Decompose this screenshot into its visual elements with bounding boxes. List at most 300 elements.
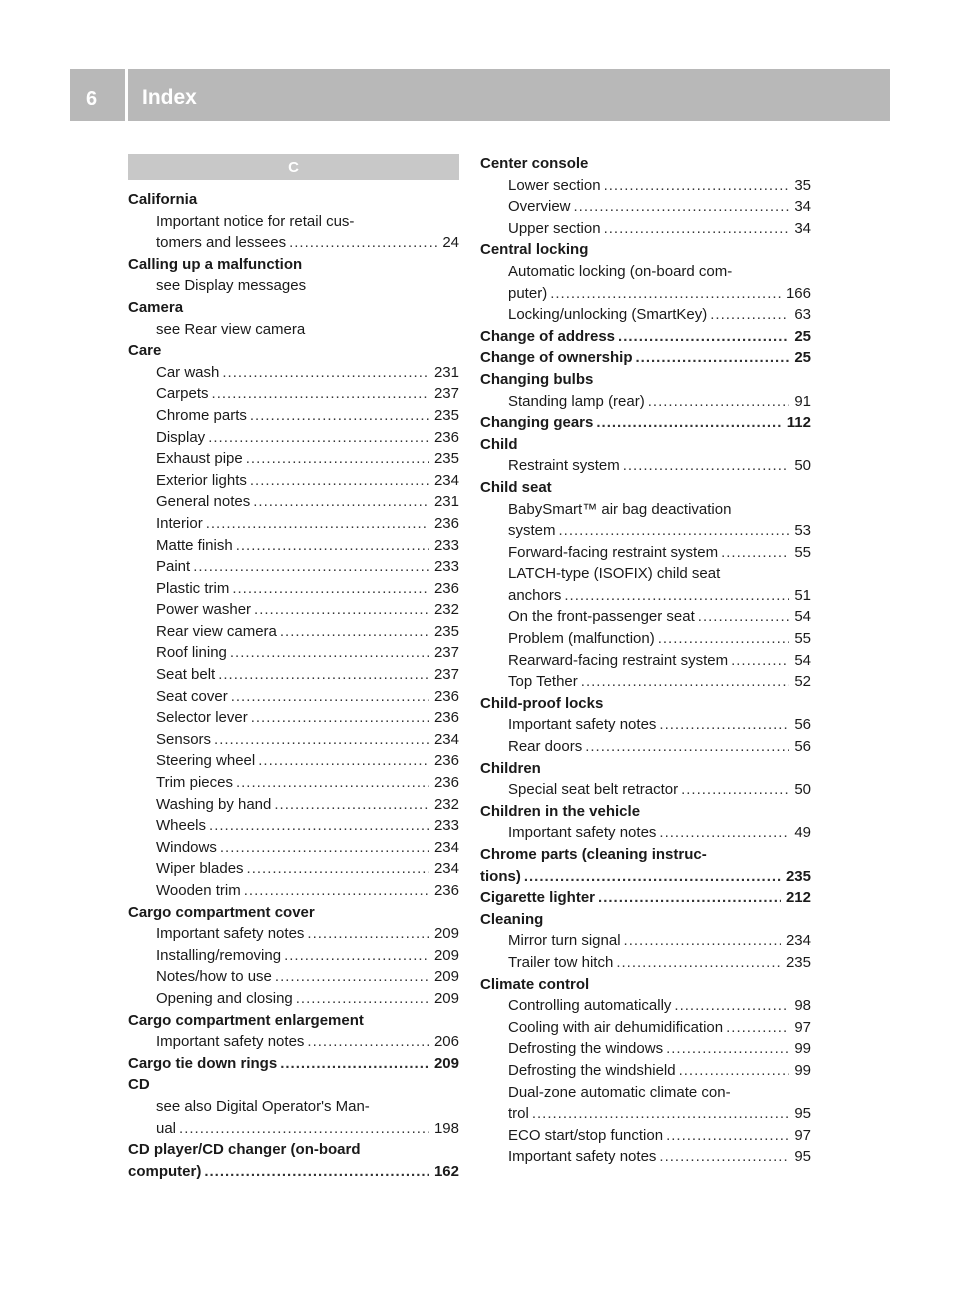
page-reference[interactable]: 237 [433,666,459,684]
page-reference[interactable]: 232 [433,601,459,619]
entry-text: Installing/removing [156,946,282,964]
page-reference[interactable]: 95 [794,1148,811,1166]
index-sub-entry [480,952,811,974]
page-reference[interactable]: 237 [433,644,459,662]
page-reference[interactable]: 98 [794,997,811,1015]
dot-leader [296,988,429,1010]
index-sub-entry [480,930,811,952]
entry-text: Notes/how to use [156,968,272,986]
page-reference[interactable]: 235 [433,622,459,640]
dot-leader [524,866,781,888]
page-reference[interactable]: 52 [794,673,811,691]
page-reference[interactable]: 236 [433,709,459,727]
dot-leader [284,945,429,967]
page-reference[interactable]: 99 [794,1040,811,1058]
entry-text: Wooden trim [156,882,241,899]
dot-leader [604,218,790,240]
index-sub-entry [128,578,459,600]
entry-text: Important safety notes [156,925,305,943]
entry-text: LATCH-type (ISOFIX) child seat [508,565,721,583]
index-sub-entry [128,427,459,449]
page-reference[interactable]: 50 [794,781,811,799]
index-sub-entry [480,520,811,542]
index-sub-entry [128,794,459,816]
page-reference[interactable]: 236 [433,774,459,792]
index-column-right [480,153,811,1168]
index-sub-entry [128,880,459,902]
dot-leader [250,470,429,492]
entry-text: General notes [156,493,251,511]
entry-text: trol [508,1105,529,1123]
entry-text: tions) [480,867,521,885]
index-main-entry [480,347,811,369]
entry-text: CD player/CD changer (on-board [128,1141,361,1159]
dot-leader [307,1031,429,1053]
dot-leader [636,347,790,369]
entry-text: Display [156,428,206,446]
entry-text: Cargo compartment enlargement [128,1011,364,1029]
entry-text: puter) [508,284,548,302]
index-main-entry [480,887,811,909]
entry-text: Matte finish [156,536,233,554]
entry-text: Special seat belt retractor [508,781,679,799]
page-reference[interactable]: 95 [794,1105,811,1123]
index-main-entry [480,866,811,888]
index-main-entry [128,1010,459,1032]
page-reference[interactable]: 55 [794,630,811,648]
entry-text: Paint [156,558,191,576]
dot-leader [698,606,790,628]
index-main-entry [480,844,811,866]
index-main-entry [128,1139,459,1161]
index-sub-entry [480,585,811,607]
entry-text: Defrosting the windows [508,1040,664,1058]
dot-leader [280,621,429,643]
page-reference[interactable]: 231 [433,363,459,381]
entry-text: Chrome parts [156,406,247,424]
entry-text: Trim pieces [156,774,233,792]
dot-leader [616,952,781,974]
entry-text: Seat belt [156,666,216,684]
dot-leader [624,930,781,952]
page-reference[interactable]: 99 [794,1061,811,1079]
dot-leader [648,391,790,413]
entry-text: Lower section [508,176,601,194]
entry-text: Opening and closing [156,989,293,1007]
index-sub-entry [128,470,459,492]
dot-leader [250,405,429,427]
page-reference[interactable]: 97 [794,1018,811,1036]
page-reference[interactable]: 34 [794,219,811,237]
page-reference[interactable]: 112 [786,414,811,432]
index-sub-entry [480,1017,811,1039]
page-reference[interactable]: 35 [794,176,811,194]
entry-text: Mirror turn signal [508,932,621,950]
header-divider [125,69,128,121]
index-sub-entry [128,405,459,427]
entry-text: Power washer [156,601,252,619]
index-sub-entry [480,1125,811,1147]
page-reference[interactable]: 162 [433,1162,459,1180]
entry-text: Calling up a malfunction [128,255,303,273]
entry-text: see Display messages [156,277,307,295]
entry-text: Overview [508,198,571,216]
dot-leader [659,1146,789,1168]
index-sub-entry [128,642,459,664]
dot-leader [710,304,789,326]
dot-leader [585,736,789,758]
index-main-entry [128,902,459,924]
dot-leader [559,520,790,542]
dot-leader [280,1053,429,1075]
dot-leader [251,707,429,729]
page-reference[interactable]: 234 [433,730,459,748]
index-sub-entry [128,535,459,557]
page-reference[interactable]: 233 [433,558,459,576]
index-sub-entry [480,779,811,801]
page-reference[interactable]: 236 [433,579,459,597]
index-main-entry [128,254,459,276]
entry-text: Cleaning [480,910,544,928]
entry-text: Important notice for retail cus- [156,212,355,230]
page-reference[interactable]: 209 [433,989,459,1007]
index-sub-entry [480,1146,811,1168]
entry-text: Controlling automatically [508,997,672,1015]
entry-text: computer) [128,1162,202,1180]
entry-text: On the front-passenger seat [508,608,695,626]
dot-leader [244,880,429,902]
index-sub-entry [128,858,459,880]
dot-leader [208,427,429,449]
index-sub-entry [128,556,459,578]
dot-leader [666,1125,789,1147]
dot-leader [193,556,429,578]
page-reference[interactable]: 235 [433,450,459,468]
entry-text: Rear view camera [156,622,277,640]
dot-leader [726,1017,789,1039]
index-main-entry [128,340,459,362]
entry-text: ECO start/stop function [508,1126,664,1144]
index-sub-entry [480,714,811,736]
dot-leader [246,448,429,470]
dot-leader [679,1060,790,1082]
index-sub-entry [128,1096,459,1118]
entry-text: Children in the vehicle [480,802,641,820]
index-sub-entry [128,211,459,233]
dot-leader [618,326,789,348]
index-main-entry [480,412,811,434]
page-reference[interactable]: 209 [433,968,459,986]
entry-text: Rear doors [508,738,583,756]
entry-text: Cooling with air dehumidification [508,1018,724,1036]
page-reference[interactable]: 34 [794,198,811,216]
dot-leader [212,383,429,405]
dot-leader [721,542,789,564]
entry-text: Care [128,342,162,360]
entry-text: Climate control [480,975,590,993]
entry-text: Sensors [156,730,212,748]
entry-text: see also Digital Operator's Man- [156,1097,370,1115]
entry-text: Change of ownership [480,349,633,367]
entry-text: Important safety notes [508,824,657,842]
index-main-entry [128,189,459,211]
page-reference[interactable]: 234 [433,838,459,856]
page-reference[interactable]: 166 [785,284,811,302]
page-reference[interactable]: 54 [794,608,811,626]
entry-text: Windows [156,838,217,856]
index-main-entry [480,153,811,175]
index-sub-entry [128,686,459,708]
page-title: Index [142,86,197,109]
dot-leader [604,175,790,197]
dot-leader [232,578,429,600]
dot-leader [581,671,790,693]
index-sub-entry [480,671,811,693]
entry-text: Rearward-facing restraint system [508,651,729,669]
dot-leader [659,714,789,736]
index-sub-entry [480,822,811,844]
entry-text: Restraint system [508,457,620,475]
dot-leader [179,1118,429,1140]
index-sub-entry [480,455,811,477]
entry-text: Trailer tow hitch [508,953,614,971]
entry-text: Selector lever [156,709,248,727]
entry-text: Interior [156,514,203,532]
index-sub-entry [128,966,459,988]
dot-leader [204,1161,429,1183]
entry-text: California [128,191,198,208]
index-main-entry [480,326,811,348]
index-sub-entry [480,1060,811,1082]
page-reference[interactable]: 235 [433,406,459,424]
dot-leader [206,513,429,535]
page-reference[interactable]: 209 [433,1054,459,1072]
dot-leader [731,650,789,672]
index-sub-entry [480,542,811,564]
page-reference[interactable]: 50 [794,457,811,475]
index-sub-entry [480,563,811,585]
page-reference[interactable]: 206 [433,1033,459,1051]
index-sub-entry [128,383,459,405]
index-sub-entry [480,1082,811,1104]
index-sub-entry [128,319,459,341]
page-reference[interactable]: 234 [785,932,811,950]
index-sub-entry [128,837,459,859]
index-main-entry [128,297,459,319]
dot-leader [307,923,429,945]
page-reference[interactable]: 234 [433,860,459,878]
index-sub-entry [480,628,811,650]
index-main-entry [480,801,811,823]
page-reference[interactable]: 235 [785,953,811,971]
dot-leader [574,196,790,218]
page-reference[interactable]: 209 [433,925,459,943]
entry-text: Roof lining [156,644,227,662]
dot-leader [253,491,429,513]
entry-text: Automatic locking (on-board com- [508,262,733,280]
page-reference[interactable]: 236 [433,687,459,705]
entry-text: Carpets [156,385,209,403]
dot-leader [274,794,429,816]
index-sub-entry [128,491,459,513]
entry-text: Changing gears [480,414,594,432]
page-reference[interactable]: 235 [785,867,811,885]
entry-text: Plastic trim [156,579,230,597]
entry-text: tomers and lessees [156,234,287,252]
entry-text: Problem (malfunction) [508,630,655,648]
dot-leader [289,232,437,254]
index-sub-entry [128,448,459,470]
index-sub-entry [480,1103,811,1125]
dot-leader [658,628,790,650]
entry-text: Child-proof locks [480,694,604,712]
dot-leader [598,887,781,909]
index-sub-entry [480,1038,811,1060]
entry-text: CD [128,1076,150,1094]
index-sub-entry [128,599,459,621]
index-main-entry [128,1053,459,1075]
index-column-left [128,153,459,1182]
index-sub-entry [480,391,811,413]
page-reference[interactable]: 231 [433,493,459,511]
entry-text: Child seat [480,478,552,496]
dot-leader [254,599,429,621]
page-reference[interactable]: 56 [794,716,811,734]
entry-text: Dual-zone automatic climate con- [508,1083,731,1101]
index-sub-entry [480,499,811,521]
index-sub-entry [128,729,459,751]
entry-text: Steering wheel [156,752,256,770]
page-reference[interactable]: 25 [794,327,811,345]
index-sub-entry [128,664,459,686]
index-sub-entry [128,513,459,535]
index-sub-entry [128,1118,459,1140]
entry-text: system [508,522,556,540]
page-reference[interactable]: 49 [794,824,811,842]
dot-leader [532,1103,789,1125]
index-sub-entry [480,304,811,326]
entry-text: Upper section [508,219,601,237]
entry-text: anchors [508,586,562,604]
dot-leader [674,995,789,1017]
page-reference[interactable]: 53 [794,522,811,540]
entry-text: Important safety notes [508,1148,657,1166]
entry-text: Locking/unlocking (SmartKey) [508,306,708,324]
page-reference[interactable]: 212 [785,889,811,907]
page-reference[interactable]: 91 [794,392,811,410]
dot-leader [258,750,429,772]
entry-text: Cigarette lighter [480,889,596,907]
entry-text: see Rear view camera [156,320,306,338]
page-reference[interactable]: 55 [794,543,811,561]
index-main-entry [128,1161,459,1183]
page-reference[interactable]: 54 [794,651,811,669]
entry-text: Cargo compartment cover [128,903,315,921]
page-reference[interactable]: 236 [433,882,459,899]
entry-text: Changing bulbs [480,370,594,388]
index-sub-entry [128,815,459,837]
page-reference[interactable]: 25 [794,349,811,367]
page-reference[interactable]: 24 [442,234,459,252]
index-main-entry [480,434,811,456]
dot-leader [231,686,429,708]
entry-text: Important safety notes [156,1033,305,1051]
index-main-entry [480,369,811,391]
index-sub-entry [480,283,811,305]
index-main-entry [128,1074,459,1096]
entry-text: Camera [128,298,184,316]
index-sub-entry [128,707,459,729]
dot-leader [209,815,429,837]
entry-text: Cargo tie down rings [128,1054,278,1072]
page-reference[interactable]: 237 [433,385,459,403]
page-reference[interactable]: 236 [433,428,459,446]
dot-leader [247,858,429,880]
page-reference[interactable]: 56 [794,738,811,756]
dot-leader [623,455,790,477]
dot-leader [222,362,429,384]
index-sub-entry [480,196,811,218]
entry-text: Top Tether [508,673,578,691]
page-reference[interactable]: 233 [433,536,459,554]
page-reference[interactable]: 198 [433,1119,459,1137]
page-reference[interactable]: 232 [433,795,459,813]
index-main-entry [480,477,811,499]
dot-leader [550,283,781,305]
index-sub-entry [128,232,459,254]
index-sub-entry [480,650,811,672]
entry-text: Chrome parts (cleaning instruc- [480,846,707,863]
index-sub-entry [480,261,811,283]
dot-leader [218,664,429,686]
page-reference[interactable]: 63 [794,306,811,324]
dot-leader [564,585,789,607]
index-sub-entry [128,1031,459,1053]
index-sub-entry [128,772,459,794]
index-main-entry [480,693,811,715]
index-main-entry [480,909,811,931]
index-sub-entry [480,218,811,240]
index-main-entry [480,239,811,261]
index-main-entry [480,974,811,996]
page-reference[interactable]: 236 [433,514,459,532]
dot-leader [596,412,781,434]
index-main-entry [480,758,811,780]
entry-text: BabySmart™ air bag deactivation [508,500,732,518]
page-reference[interactable]: 51 [794,586,811,604]
page-reference[interactable]: 236 [433,752,459,770]
entry-text: ual [156,1119,177,1137]
index-entries-left [128,189,459,1182]
index-sub-entry [480,995,811,1017]
index-sub-entry [128,621,459,643]
index-sub-entry [128,750,459,772]
section-letter-header: C [128,154,459,180]
index-sub-entry [128,945,459,967]
page-reference[interactable]: 233 [433,817,459,835]
entry-text: Children [480,759,541,777]
page-reference[interactable]: 97 [794,1126,811,1144]
index-sub-entry [480,606,811,628]
entry-text: Center console [480,155,589,172]
entry-text: Wheels [156,817,207,835]
entry-text: Important safety notes [508,716,657,734]
entry-text: Defrosting the windshield [508,1061,676,1079]
index-sub-entry [480,736,811,758]
page-reference[interactable]: 209 [433,946,459,964]
dot-leader [681,779,789,801]
page-reference[interactable]: 234 [433,471,459,489]
